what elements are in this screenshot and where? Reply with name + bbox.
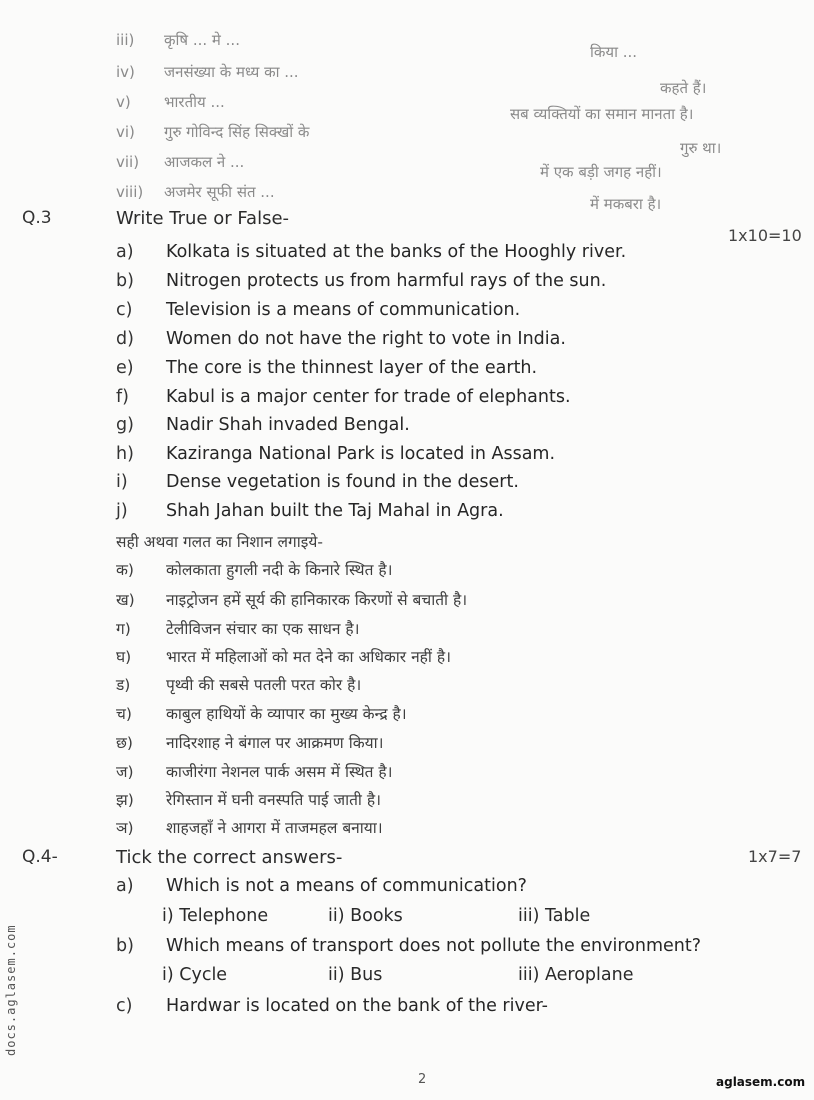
q4-item-a: a) Which is not a means of communication? (116, 876, 527, 896)
q3-title: Write True or False- (116, 208, 290, 229)
page-number: 2 (418, 1072, 427, 1087)
q3-number: Q.3 (22, 208, 52, 228)
q4-title: Tick the correct answers- (116, 847, 343, 868)
q3-item-h: h) Kaziranga National Park is located in Assam. (116, 444, 556, 464)
q4-b-option-1: i) Cycle (162, 965, 228, 985)
q4-item-c: c) Hardwar is located on the bank of the river- (116, 996, 548, 1016)
q3-item-e: e) The core is the thinnest layer of the earth. (116, 358, 538, 378)
q3-item-i: i) Dense vegetation is found in the desert. (116, 472, 519, 492)
q2-item-vii-right: में एक बड़ी जगह नहीं। (540, 163, 662, 181)
q3-hindi-item-8: ज) काजीरंगा नेशनल पार्क असम में स्थित है। (116, 763, 393, 781)
q3-hindi-item-5: ड) पृथ्वी की सबसे पतली परत कोर है। (116, 676, 362, 694)
q4-b-option-3: iii) Aeroplane (518, 965, 634, 985)
q3-hindi-item-4: घ) भारत में महिलाओं को मत देने का अधिकार नहीं है। (116, 648, 451, 666)
q4-a-option-2: ii) Books (328, 906, 403, 926)
q4-marks: 1x7=7 (748, 847, 802, 866)
q3-marks: 1x10=10 (728, 226, 802, 245)
q4-item-b: b) Which means of transport does not pollute the environment? (116, 936, 702, 956)
q2-item-vii: vii) आजकल ने ... (116, 153, 245, 171)
q2-item-viii: viii) अजमेर सूफी संत ... (116, 183, 275, 201)
q2-item-v-right: सब व्यक्तियों का समान मानता है। (510, 105, 694, 123)
q3-hindi-item-10: ञ) शाहजहाँ ने आगरा में ताजमहल बनाया। (116, 819, 383, 837)
q4-b-option-2: ii) Bus (328, 965, 383, 985)
q3-item-f: f) Kabul is a major center for trade of elephants. (116, 387, 571, 407)
q3-hindi-item-7: छ) नादिरशाह ने बंगाल पर आक्रमण किया। (116, 734, 384, 752)
side-watermark: docs.aglasem.com (4, 924, 18, 1056)
brand-logo-text: aglasem.com (716, 1075, 806, 1089)
q2-item-iii: iii) कृषि ... मे ... (116, 31, 240, 49)
q3-hindi-item-6: च) काबुल हाथियों के व्यापार का मुख्य केन्द्र है। (116, 705, 407, 723)
q4-number: Q.4- (22, 847, 58, 867)
q3-hindi-item-9: झ) रेगिस्तान में घनी वनस्पति पाई जाती है। (116, 791, 381, 809)
q3-item-c: c) Television is a means of communication. (116, 300, 521, 320)
q2-item-vi-right: गुरु था। (680, 139, 722, 157)
q4-a-option-1: i) Telephone (162, 906, 269, 926)
q3-item-a: a) Kolkata is situated at the banks of the Hooghly river. (116, 242, 627, 262)
q3-item-d: d) Women do not have the right to vote in India. (116, 329, 566, 349)
q4-a-option-3: iii) Table (518, 906, 591, 926)
q2-item-vi: vi) गुरु गोविन्द सिंह सिक्खों के (116, 123, 310, 141)
q3-item-g: g) Nadir Shah invaded Bengal. (116, 415, 410, 435)
q3-hindi-item-2: ख) नाइट्रोजन हमें सूर्य की हानिकारक किरणों से बचाती है। (116, 591, 468, 609)
q3-hindi-title: सही अथवा गलत का निशान लगाइये- (116, 533, 323, 551)
q3-item-b: b) Nitrogen protects us from harmful rays of the sun. (116, 271, 607, 291)
q2-item-viii-right: में मकबरा है। (590, 195, 662, 213)
q3-hindi-item-1: क) कोलकाता हुगली नदी के किनारे स्थित है। (116, 561, 393, 579)
q3-hindi-item-3: ग) टेलीविजन संचार का एक साधन है। (116, 620, 360, 638)
q3-item-j: j) Shah Jahan built the Taj Mahal in Agra. (116, 501, 504, 521)
q2-item-iv-right: कहते हैं। (660, 79, 707, 97)
q2-item-iii-right: किया ... (590, 43, 638, 61)
q2-item-iv: iv) जनसंख्या के मध्य का ... (116, 63, 299, 81)
q2-item-v: v) भारतीय ... (116, 93, 225, 111)
